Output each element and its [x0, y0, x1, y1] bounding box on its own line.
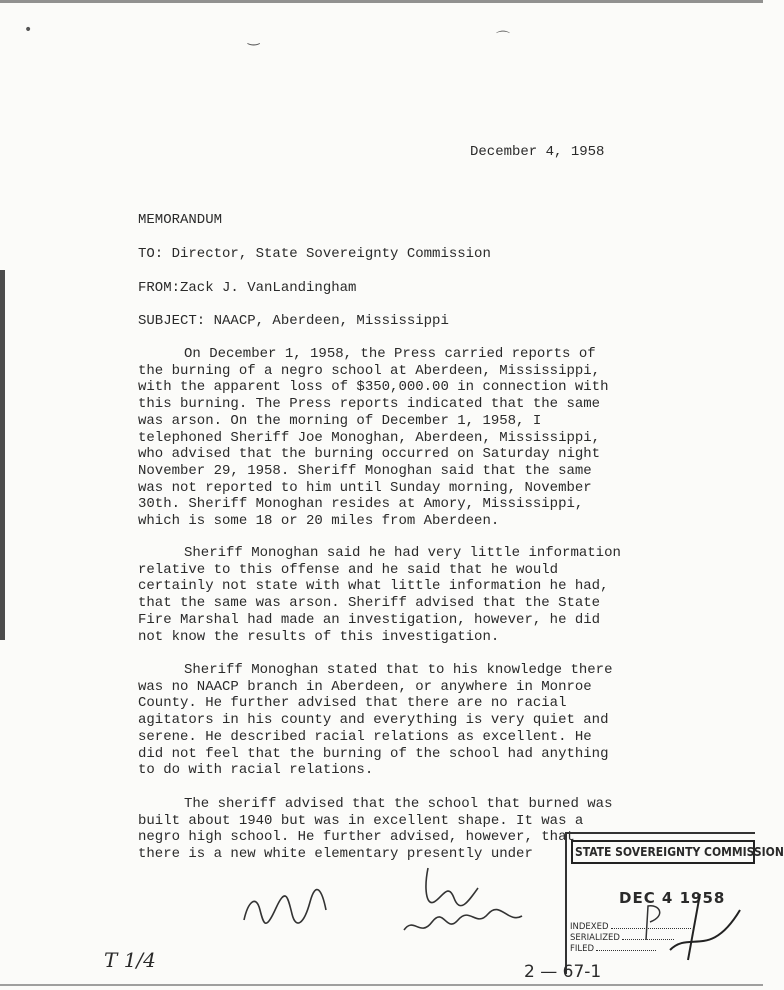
body-paragraph-3 [138, 662, 658, 779]
text-line: November 29, 1958. Sheriff Monoghan said that the same [138, 462, 592, 479]
stamp-indexed-label: INDEXED [570, 922, 609, 932]
page-left-edge [0, 270, 5, 640]
text-line: this burning. The Press reports indicated that the same [138, 396, 601, 413]
memo-to: TO: Director, State Sovereignty Commission [138, 246, 491, 262]
text-line: agitators in his county and everything is very quiet and [138, 712, 609, 729]
text-line: not know the results of this investigation. [138, 628, 500, 645]
handwritten-signature-1 [236, 880, 336, 940]
text-line: The sheriff advised that the school that burned was [184, 796, 613, 812]
text-line: was no NAACP branch in Aberdeen, or anywhere in Monroe [138, 678, 592, 695]
text-line: built about 1940 but was in excellent shape. It was a [138, 812, 584, 829]
text-line: the burning of a negro school at Aberdeen, Mississippi, [138, 362, 601, 379]
text-line: which is some 18 or 20 miles from Aberdeen. [138, 513, 500, 530]
text-line: Sheriff Monoghan stated that to his knowledge there [184, 662, 613, 678]
text-line: with the apparent loss of $350,000.00 in connection with [138, 379, 609, 396]
memo-subject: SUBJECT: NAACP, Aberdeen, Mississippi [138, 313, 449, 329]
text-line: there is a new white elementary presently under [138, 846, 533, 863]
memo-from: FROM:Zack J. VanLandingham [138, 280, 357, 296]
text-line: 30th. Sheriff Monoghan resides at Amory, Mississippi, [138, 496, 584, 513]
text-line: Fire Marshal had made an investigation, however, he did [138, 611, 601, 628]
text-line: negro high school. He further advised, however, that [138, 829, 575, 846]
scan-speck: • [24, 22, 33, 38]
text-line: serene. He described racial relations as excellent. He [138, 728, 592, 745]
text-line: County. He further advised that there are no racial [138, 695, 567, 712]
scan-speck: ⌒ [496, 31, 510, 47]
stamp-header: STATE SOVEREIGNTY COMMISSION [571, 840, 755, 864]
handwritten-signature-2 [398, 858, 538, 948]
text-line: to do with racial relations. [138, 762, 374, 779]
handwritten-mark [640, 900, 680, 950]
handwritten-file-number: 2 — 67-1 [524, 962, 602, 982]
text-line: was not reported to him until Sunday morning, November [138, 479, 592, 496]
stamp-filed-label: FILED [570, 944, 595, 954]
text-line: who advised that the burning occurred on Saturday night [138, 446, 601, 463]
body-paragraph-2 [138, 545, 658, 645]
text-line: did not feel that the burning of the school had anything [138, 745, 609, 762]
text-line: that the same was arson. Sheriff advised that the State [138, 595, 601, 612]
page-bottom-edge [0, 984, 763, 986]
handwritten-margin-note: T 1/4 [104, 948, 156, 972]
text-line: telephoned Sheriff Joe Monoghan, Aberdeen, Mississippi, [138, 429, 601, 446]
scan-speck: ‿ [248, 30, 260, 46]
stamp-dotted-line [596, 950, 656, 951]
stamp-serialized-label: SERIALIZED [570, 933, 620, 943]
stamp-date: DEC 4 1958 [619, 889, 726, 907]
text-line: was arson. On the morning of December 1, 1958, I [138, 412, 542, 429]
text-line: On December 1, 1958, the Press carried reports of [184, 346, 596, 362]
text-line: relative to this offense and he said that he would [138, 561, 559, 578]
body-paragraph-1 [138, 346, 658, 530]
text-line: certainly not state with what little information he had, [138, 578, 609, 595]
text-line: Sheriff Monoghan said he had very little information [184, 545, 621, 561]
memo-heading: MEMORANDUM [138, 212, 223, 228]
page-top-edge [0, 0, 763, 3]
memo-date: December 4, 1958 [470, 144, 605, 160]
